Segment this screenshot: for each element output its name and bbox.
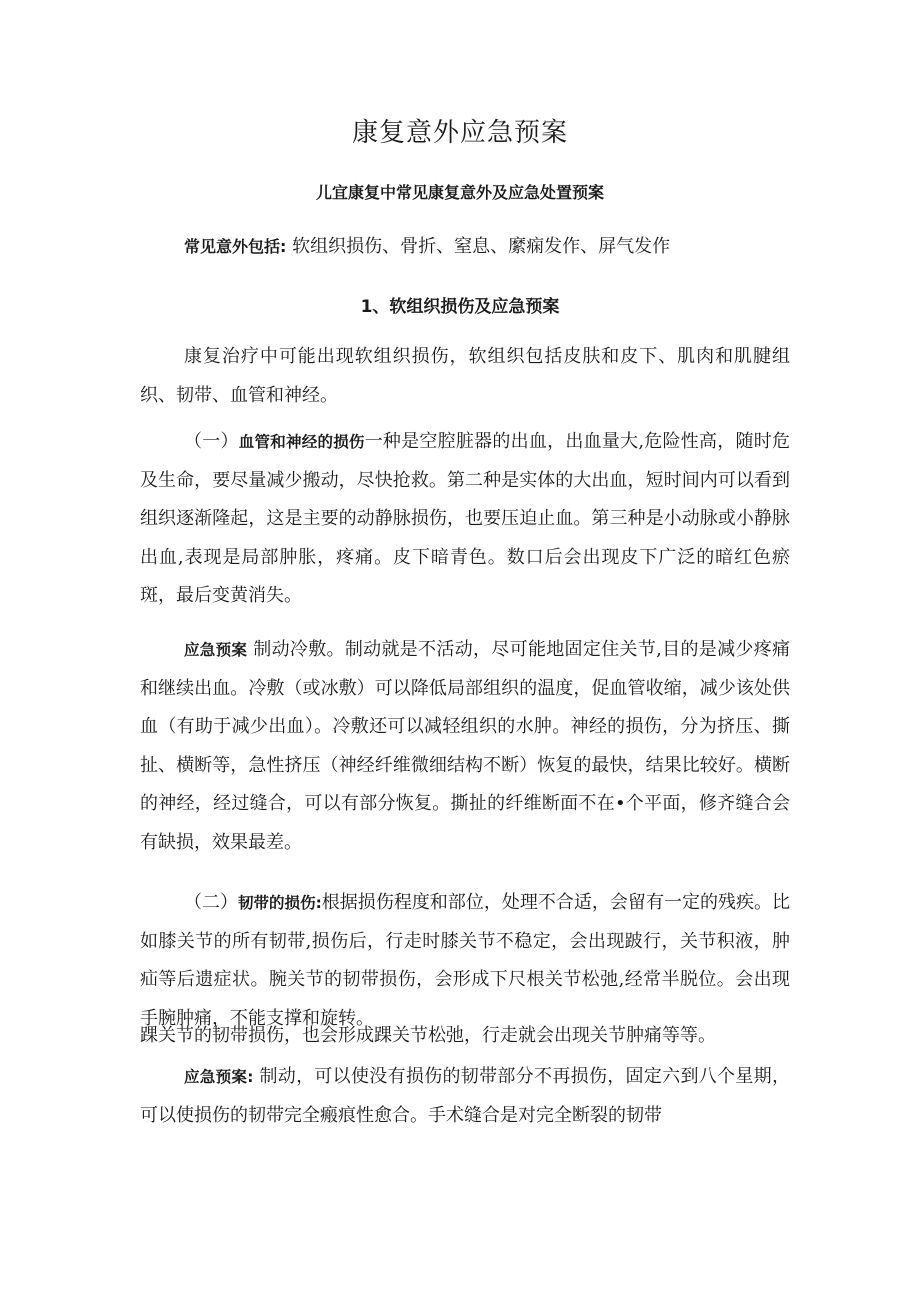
document-title: 康复意外应急预案 <box>351 118 568 148</box>
paragraph-label: 应急预案 <box>184 641 248 659</box>
section-heading-soft-tissue: 1、软组织损伤及应急预案 <box>360 297 560 317</box>
paragraph-text: 一种是空腔脏器的出血，出血量大,危险性高，随时危及生命，要尽量减少搬动，尽快抢救。第二种是实体的大出血，短时间内可以看到组织逐渐隆起，这是主要的动静脉损伤，也要压迫止血。第三种是小动脉或小静脉出血,表现是局部肿胀，疼痛。皮下暗青色。数口后会出现皮下广泛的暗红色瘀斑，最后变黄消失。 <box>140 431 790 606</box>
paragraph-label: 应急预案: <box>184 1068 254 1086</box>
paragraph-label: 韧带的损伤: <box>238 894 322 912</box>
common-accidents-text: 软组织损伤、骨折、窒息、縻痫发作、屏气发作 <box>292 236 671 257</box>
common-accidents-line <box>184 232 804 258</box>
paragraph-ligament-injury <box>140 884 790 1038</box>
paragraph-label: 血管和神经的损伤 <box>238 433 365 451</box>
paragraph-text: 制动，可以使没有损伤的韧带部分不再损伤，固定六到八个星期，可以使损伤的韧带完全瘢痕性愈合。手术缝合是对完全断裂的韧带 <box>140 1066 790 1126</box>
paragraph-emergency-plan-1 <box>140 631 790 862</box>
paragraph-intro: 康复治疗中可能出现软组织损伤，软组织包括皮肤和皮下、肌肉和肌腱组织、韧带、血管和神经。 <box>140 346 790 406</box>
paragraph-prefix: （一） <box>184 431 239 452</box>
paragraph-ankle-ligament: 踝关节的韧带损伤，也会形成踝关节松弛，行走就会出现关节肿痛等等。 <box>140 1025 716 1046</box>
document-subtitle: 儿宜康复中常见康复意外及应急处置预案 <box>315 183 604 202</box>
common-accidents-label: 常见意外包括: <box>184 237 287 256</box>
paragraph-prefix: （二） <box>184 892 239 913</box>
paragraph-emergency-plan-2 <box>140 1058 790 1135</box>
paragraph-text: 根据损伤程度和部位，处理不合适，会留有一定的残疾。比如膝关节的所有韧带,损伤后，行走时膝关节不稳定，会出现跛行，关节积液，肿疝等后遗症状。腕关节的韧带损伤，会形成下尺根关节松弛,经常半脱位。会出现手腕肿痛，不能支撑和旋转。 <box>140 892 791 1029</box>
paragraph-text: 制动冷敷。制动就是不活动，尽可能地固定住关节,目的是减少疼痛和继续出血。冷敷（或冰敷）可以降低局部组织的温度，促血管收缩，减少该处供血（有助于减少出血）。冷敷还可以减轻组织的水肿。神经的损伤，分为挤压、撕扯、横断等，急性挤压（神经纤维微细结构不断）恢复的最快，结果比较好。横断的神经，经过缝合，可以有部分恢复。撕扯的纤维断面不在•个平面，修齐缝合会有缺损，效果最差。 <box>140 639 790 853</box>
paragraph-vessel-nerve-injury <box>140 423 790 616</box>
